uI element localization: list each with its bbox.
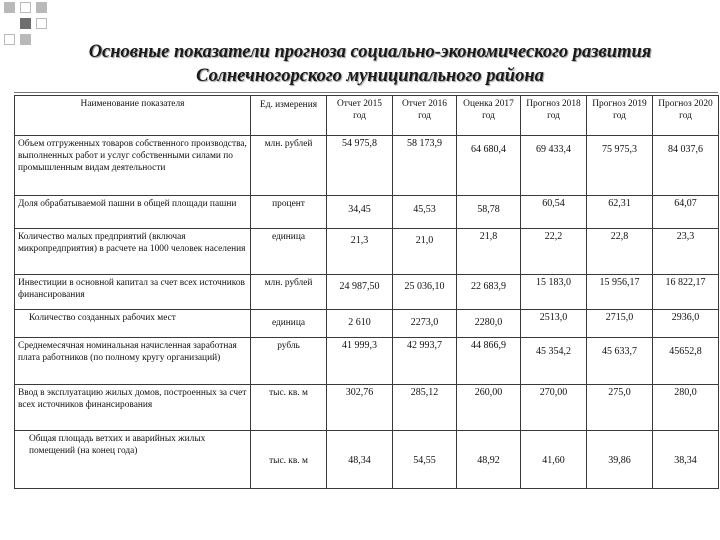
cell-value: 64,07 — [653, 196, 719, 229]
cell-value: 84 037,6 — [653, 136, 719, 196]
cell-value: 69 433,4 — [521, 136, 587, 196]
cell-value: 15 183,0 — [521, 275, 587, 310]
cell-value: 16 822,17 — [653, 275, 719, 310]
table-header-row — [15, 96, 719, 136]
cell-value: 280,0 — [653, 385, 719, 431]
cell-value: 34,45 — [327, 196, 393, 229]
header-2016: Отчет 2016 год — [393, 96, 457, 136]
cell-value: 64 680,4 — [457, 136, 521, 196]
cell-value: 270,00 — [521, 385, 587, 431]
cell-value: 22,8 — [587, 229, 653, 275]
header-indicator-name: Наименование показателя — [15, 96, 251, 136]
row-name: Среднемесячная номинальная начисленная заработная плата работников (по полному кругу организаций) — [15, 338, 251, 385]
row-name: Инвестиции в основной капитал за счет всех источников финансирования — [15, 275, 251, 310]
table-row — [15, 275, 719, 310]
row-unit: тыс. кв. м — [251, 431, 327, 489]
cell-value: 41,60 — [521, 431, 587, 489]
table-row — [15, 310, 719, 338]
cell-value: 41 999,3 — [327, 338, 393, 385]
cell-value: 2273,0 — [393, 310, 457, 338]
title-line-2: Солнечногорского муниципального района — [196, 66, 544, 86]
cell-value: 48,34 — [327, 431, 393, 489]
row-unit: рубль — [251, 338, 327, 385]
table-row — [15, 385, 719, 431]
cell-value: 21,8 — [457, 229, 521, 275]
table-row — [15, 196, 719, 229]
row-name: Количество малых предприятий (включая микропредприятия) в расчете на 1000 человек населения — [15, 229, 251, 275]
cell-value: 58 173,9 — [393, 136, 457, 196]
row-unit: млн. рублей — [251, 275, 327, 310]
cell-value: 54,55 — [393, 431, 457, 489]
cell-value: 45652,8 — [653, 338, 719, 385]
cell-value: 21,0 — [393, 229, 457, 275]
cell-value: 2936,0 — [653, 310, 719, 338]
cell-value: 24 987,50 — [327, 275, 393, 310]
row-name: Общая площадь ветхих и аварийных жилых помещений (на конец года) — [15, 431, 251, 489]
cell-value: 302,76 — [327, 385, 393, 431]
cell-value: 22,2 — [521, 229, 587, 275]
cell-value: 22 683,9 — [457, 275, 521, 310]
cell-value: 2513,0 — [521, 310, 587, 338]
cell-value: 39,86 — [587, 431, 653, 489]
cell-value: 2 610 — [327, 310, 393, 338]
row-unit: тыс. кв. м — [251, 385, 327, 431]
cell-value: 62,31 — [587, 196, 653, 229]
table-row — [15, 229, 719, 275]
row-name: Количество созданных рабочих мест — [15, 310, 251, 338]
table-row — [15, 431, 719, 489]
row-unit: единица — [251, 310, 327, 338]
cell-value: 275,0 — [587, 385, 653, 431]
title-line-1: Основные показатели прогноза социально-экономического развития — [88, 42, 652, 62]
header-2019: Прогноз 2019 год — [587, 96, 653, 136]
cell-value: 285,12 — [393, 385, 457, 431]
header-unit: Ед. измерения — [251, 96, 327, 136]
header-2020: Прогноз 2020 год — [653, 96, 719, 136]
cell-value: 15 956,17 — [587, 275, 653, 310]
cell-value: 60,54 — [521, 196, 587, 229]
cell-value: 75 975,3 — [587, 136, 653, 196]
cell-value: 45 633,7 — [587, 338, 653, 385]
cell-value: 25 036,10 — [393, 275, 457, 310]
cell-value: 44 866,9 — [457, 338, 521, 385]
cell-value: 2280,0 — [457, 310, 521, 338]
indicators-table — [14, 95, 719, 489]
row-unit: единица — [251, 229, 327, 275]
header-2015: Отчет 2015 год — [327, 96, 393, 136]
cell-value: 2715,0 — [587, 310, 653, 338]
page-title — [30, 40, 710, 88]
cell-value: 45,53 — [393, 196, 457, 229]
title-divider — [14, 92, 718, 93]
row-unit: процент — [251, 196, 327, 229]
table-row — [15, 136, 719, 196]
row-name: Ввод в эксплуатацию жилых домов, построенных за счет всех источников финансирования — [15, 385, 251, 431]
cell-value: 23,3 — [653, 229, 719, 275]
cell-value: 58,78 — [457, 196, 521, 229]
row-name: Доля обрабатываемой пашни в общей площади пашни — [15, 196, 251, 229]
cell-value: 21,3 — [327, 229, 393, 275]
row-name: Объем отгруженных товаров собственного производства, выполненных работ и услуг собственными силами по промышленным видам деятельности — [15, 136, 251, 196]
cell-value: 45 354,2 — [521, 338, 587, 385]
cell-value: 48,92 — [457, 431, 521, 489]
cell-value: 260,00 — [457, 385, 521, 431]
header-2017: Оценка 2017 год — [457, 96, 521, 136]
row-unit: млн. рублей — [251, 136, 327, 196]
cell-value: 54 975,8 — [327, 136, 393, 196]
cell-value: 38,34 — [653, 431, 719, 489]
header-2018: Прогноз 2018 год — [521, 96, 587, 136]
table-row — [15, 338, 719, 385]
cell-value: 42 993,7 — [393, 338, 457, 385]
